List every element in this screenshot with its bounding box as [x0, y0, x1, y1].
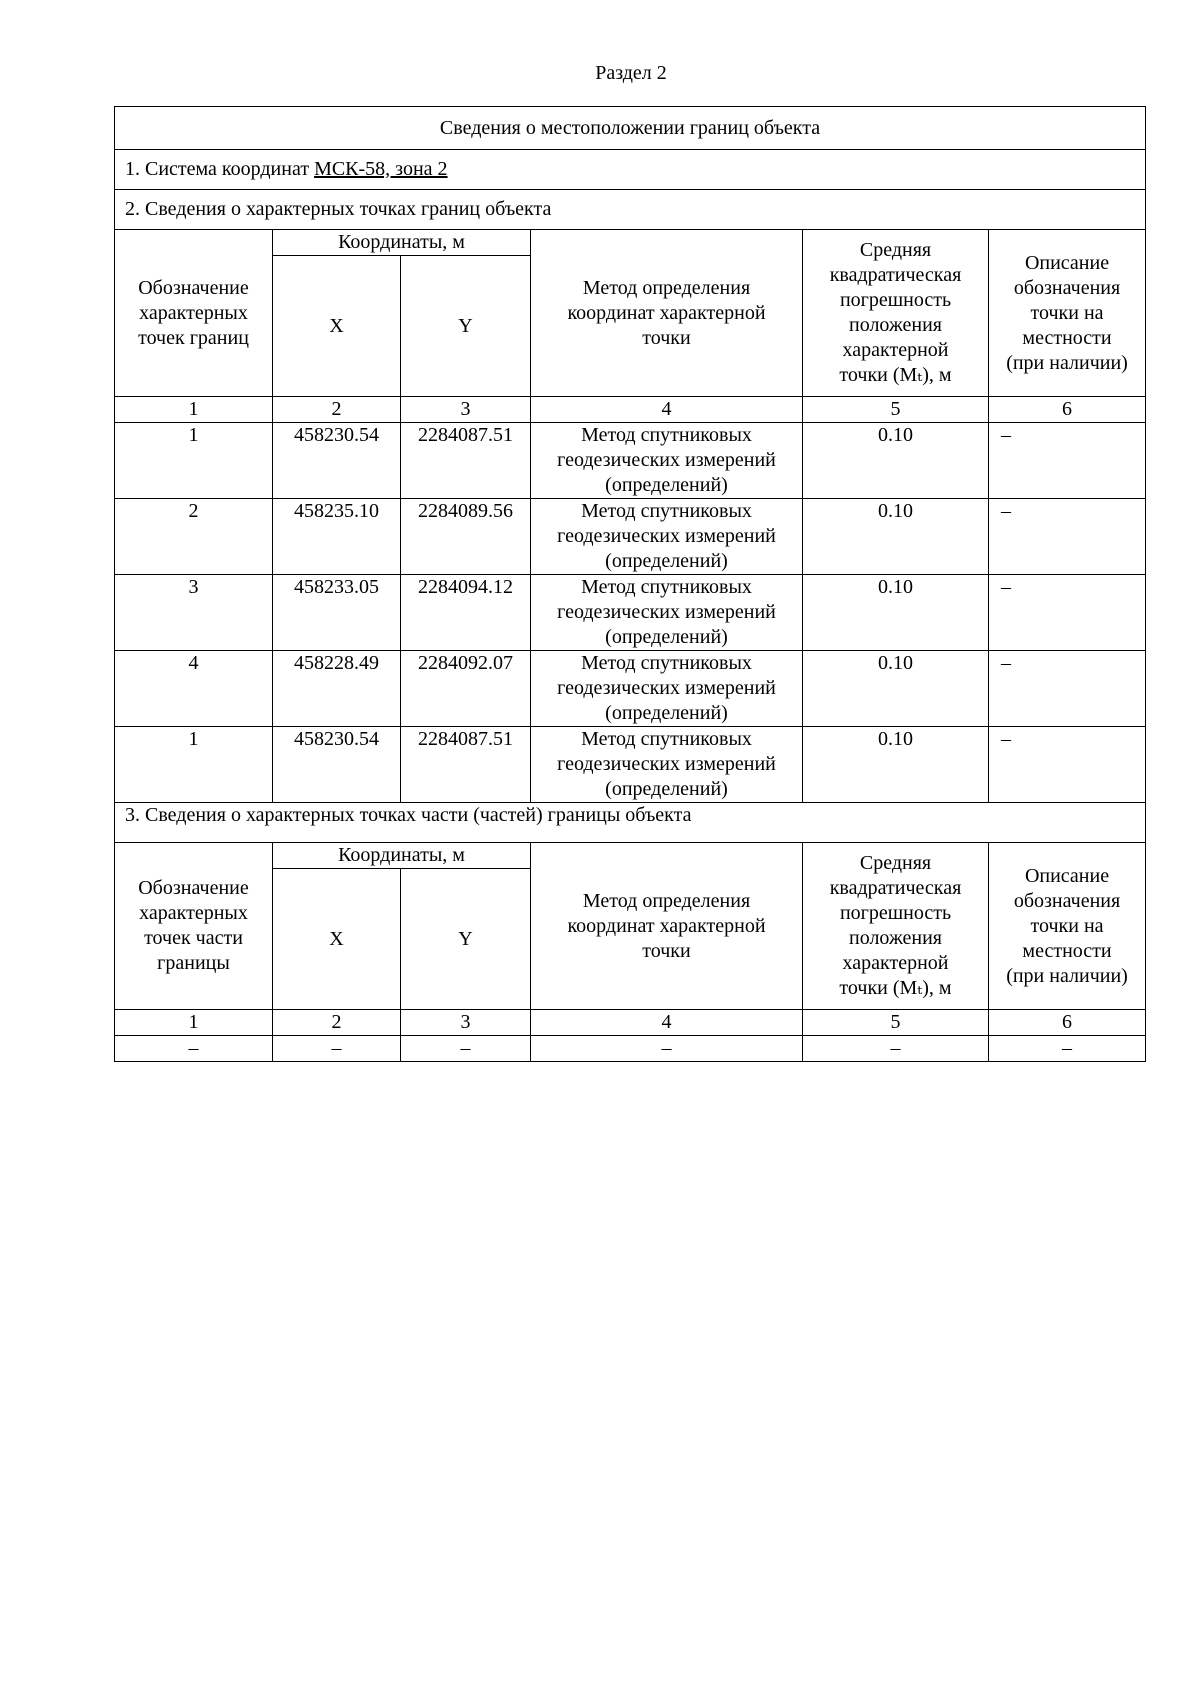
cell-method: Метод спутниковых геодезических измерений (определений)	[531, 499, 803, 575]
table-row	[115, 651, 1146, 727]
cell-description: –	[989, 423, 1146, 499]
cell-method: Метод спутниковых геодезических измерений (определений)	[531, 727, 803, 803]
header-designation: Обозначение характерных точек части границы	[115, 843, 273, 1010]
column-number: 2	[273, 397, 401, 423]
cell-accuracy: –	[803, 1036, 989, 1062]
header-x: X	[273, 256, 401, 397]
coord-system-value: МСК-58, зона 2	[314, 158, 448, 180]
column-number: 2	[273, 1010, 401, 1036]
cell-method: –	[531, 1036, 803, 1062]
cell-y: 2284087.51	[401, 423, 531, 499]
table-row	[115, 575, 1146, 651]
header-y: Y	[401, 256, 531, 397]
header-method: Метод определения координат характерной точки	[531, 230, 803, 397]
cell-y: 2284087.51	[401, 727, 531, 803]
cell-x: 458230.54	[273, 423, 401, 499]
cell-y: –	[401, 1036, 531, 1062]
table-row	[115, 423, 1146, 499]
cell-description: –	[989, 499, 1146, 575]
cell-y: 2284092.07	[401, 651, 531, 727]
header-y: Y	[401, 869, 531, 1010]
cell-point: –	[115, 1036, 273, 1062]
part3-title: 3. Сведения о характерных точках части (частей) границы объекта	[115, 803, 1146, 843]
column-number: 1	[115, 397, 273, 423]
boundary-info-table	[114, 106, 1146, 1062]
column-number: 5	[803, 1010, 989, 1036]
cell-point: 4	[115, 651, 273, 727]
column-numbers-row	[115, 397, 1146, 423]
column-number: 1	[115, 1010, 273, 1036]
table-row	[115, 499, 1146, 575]
cell-x: –	[273, 1036, 401, 1062]
column-number: 3	[401, 1010, 531, 1036]
table-row	[115, 727, 1146, 803]
column-numbers-row	[115, 1010, 1146, 1036]
header-coordinates: Координаты, м	[273, 843, 531, 869]
cell-method: Метод спутниковых геодезических измерений (определений)	[531, 423, 803, 499]
column-number: 4	[531, 397, 803, 423]
cell-description: –	[989, 651, 1146, 727]
coord-system-row	[115, 150, 1146, 190]
cell-description: –	[989, 1036, 1146, 1062]
header-coordinates: Координаты, м	[273, 230, 531, 256]
cell-x: 458230.54	[273, 727, 401, 803]
cell-description: –	[989, 727, 1146, 803]
column-number: 6	[989, 1010, 1146, 1036]
part2-title: 2. Сведения о характерных точках границ объекта	[115, 190, 1146, 230]
cell-accuracy: 0.10	[803, 575, 989, 651]
header-method: Метод определения координат характерной точки	[531, 843, 803, 1010]
cell-accuracy: 0.10	[803, 651, 989, 727]
cell-accuracy: 0.10	[803, 499, 989, 575]
cell-point: 3	[115, 575, 273, 651]
cell-x: 458235.10	[273, 499, 401, 575]
cell-y: 2284094.12	[401, 575, 531, 651]
cell-method: Метод спутниковых геодезических измерений (определений)	[531, 651, 803, 727]
header-description: Описание обозначения точки на местности (при наличии)	[989, 230, 1146, 397]
cell-x: 458233.05	[273, 575, 401, 651]
cell-description: –	[989, 575, 1146, 651]
table-title: Сведения о местоположении границ объекта	[115, 107, 1146, 150]
cell-point: 1	[115, 727, 273, 803]
column-number: 3	[401, 397, 531, 423]
cell-point: 1	[115, 423, 273, 499]
cell-y: 2284089.56	[401, 499, 531, 575]
cell-method: Метод спутниковых геодезических измерений (определений)	[531, 575, 803, 651]
section-title: Раздел 2	[595, 62, 667, 84]
header-accuracy: Средняя квадратическая погрешность положения характерной точки (Mₜ), м	[803, 230, 989, 397]
column-number: 4	[531, 1010, 803, 1036]
header-x: X	[273, 869, 401, 1010]
coord-system-prefix: 1. Система координат	[125, 158, 315, 180]
column-number: 5	[803, 397, 989, 423]
header-accuracy: Средняя квадратическая погрешность положения характерной точки (Mₜ), м	[803, 843, 989, 1010]
cell-accuracy: 0.10	[803, 423, 989, 499]
cell-point: 2	[115, 499, 273, 575]
header-designation: Обозначение характерных точек границ	[115, 230, 273, 397]
cell-x: 458228.49	[273, 651, 401, 727]
table-row	[115, 1036, 1146, 1062]
header-description: Описание обозначения точки на местности (при наличии)	[989, 843, 1146, 1010]
cell-accuracy: 0.10	[803, 727, 989, 803]
column-number: 6	[989, 397, 1146, 423]
